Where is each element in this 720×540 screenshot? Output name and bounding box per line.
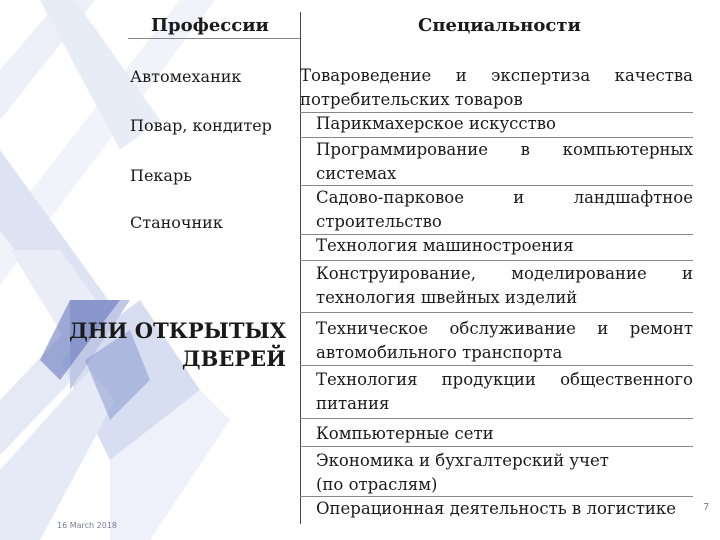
specialty-line: питания [316, 394, 390, 413]
specialty-line: Парикмахерское искусство [316, 114, 556, 133]
specialty-item [316, 317, 693, 365]
specialty-line: Технология продукции общественного [316, 370, 693, 389]
header-professions: Профессии [151, 15, 269, 36]
specialty-line: системах [316, 164, 397, 183]
specialty-item [316, 138, 693, 186]
specialty-line: Операционная деятельность в логистике [316, 499, 676, 518]
specialty-item [316, 368, 693, 416]
header-specialties: Специальности [418, 15, 581, 36]
specialty-line: Конструирование, моделирование и [316, 264, 693, 283]
open-days-line: ДНИ ОТКРЫТЫХ [69, 318, 286, 343]
specialty-line: Технология машиностроения [316, 236, 574, 255]
specialty-item [316, 422, 693, 446]
specialty-line: Садово-парковое и ландшафтное [316, 188, 693, 207]
specialty-item [316, 186, 693, 234]
specialty-line: Товароведение и экспертиза качества [300, 66, 693, 85]
specialty-item [316, 497, 693, 521]
row-divider [300, 446, 693, 447]
profession-item: Автомеханик [130, 67, 242, 86]
specialty-line: Программирование в компьютерных [316, 140, 693, 159]
open-days-heading [69, 317, 286, 373]
specialty-line: строительство [316, 212, 442, 231]
specialty-line: (по отраслям) [316, 475, 438, 494]
specialty-item [316, 449, 693, 497]
row-divider [300, 312, 693, 313]
slide-number: 7 [703, 502, 710, 513]
specialty-line: Компьютерные сети [316, 424, 494, 443]
specialty-item [316, 262, 693, 310]
row-divider [300, 260, 693, 261]
specialty-line: технология швейных изделий [316, 288, 578, 307]
row-divider [300, 365, 693, 366]
open-days-line: ДВЕРЕЙ [181, 346, 286, 371]
header-underline-professions [128, 38, 300, 39]
specialty-item [316, 234, 693, 258]
specialty-line: потребительских товаров [300, 90, 523, 109]
row-divider [300, 418, 693, 419]
profession-item: Пекарь [130, 166, 192, 185]
specialty-item [316, 112, 693, 136]
profession-item: Станочник [130, 213, 223, 232]
specialty-line: Техническое обслуживание и ремонт [316, 319, 693, 338]
footer-date: 16 March 2018 [57, 521, 118, 530]
specialty-line: Экономика и бухгалтерский учет [316, 451, 609, 470]
specialty-item [300, 64, 693, 112]
profession-item: Повар, кондитер [130, 116, 272, 135]
specialty-line: автомобильного транспорта [316, 343, 563, 362]
